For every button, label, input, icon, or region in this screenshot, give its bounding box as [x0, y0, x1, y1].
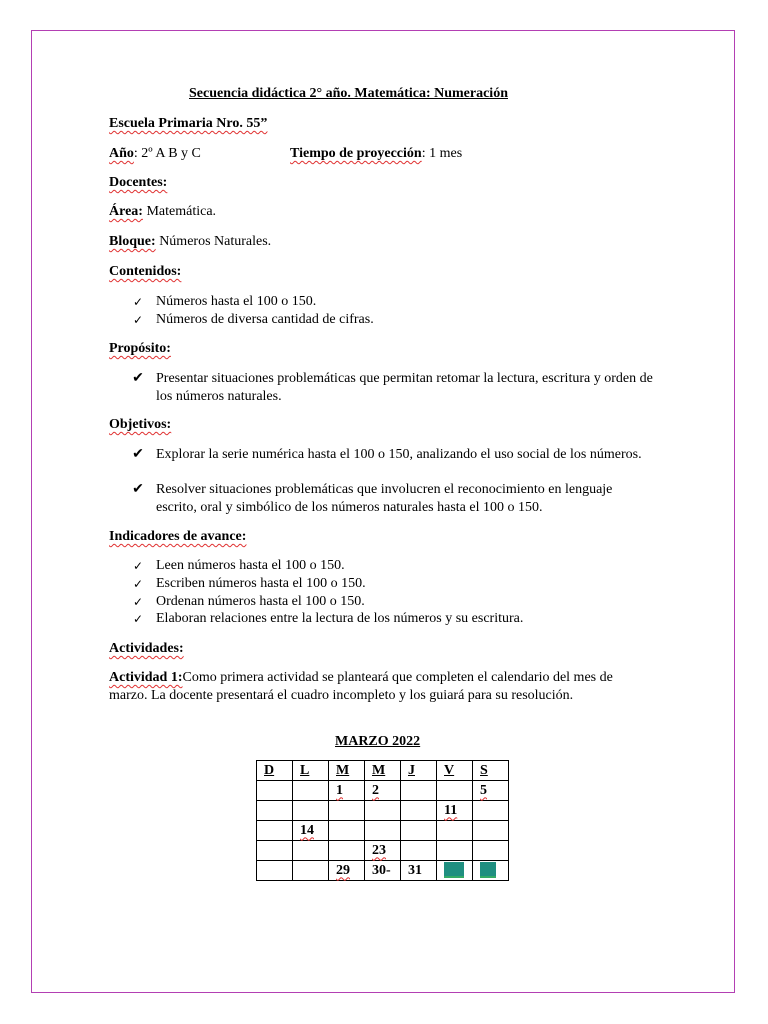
calendar-cell-filled — [437, 861, 473, 881]
calendar-cell-filled — [473, 861, 509, 881]
calendar-cell — [257, 821, 293, 841]
purpose-label: Propósito: — [109, 341, 171, 356]
school-name: Escuela Primaria Nro. 55” — [109, 116, 268, 131]
calendar-week-row — [257, 821, 509, 841]
calendar-cell: 1 — [329, 781, 365, 801]
calendar-cell — [401, 781, 437, 801]
calendar-cell: 14 — [293, 821, 329, 841]
calendar-cell — [401, 821, 437, 841]
calendar-cell — [365, 821, 401, 841]
contents-label: Contenidos: — [109, 264, 182, 279]
check-icon: ✓ — [132, 577, 144, 591]
calendar-header-cell: S — [473, 761, 509, 781]
list-item: Presentar situaciones problemáticas que permitan retomar la lectura, escritura y orden de los números naturales. — [156, 371, 653, 404]
area-line — [109, 203, 216, 221]
check-icon: ✓ — [132, 313, 144, 327]
calendar-cell — [293, 781, 329, 801]
calendar-header-cell: L — [293, 761, 329, 781]
list-item: Resolver situaciones problemáticas que involucren el reconocimiento en lenguaje escrito, oral y simbólico de los números naturales hasta el 100 o 150. — [156, 482, 613, 515]
check-bold-icon: ✔ — [132, 447, 144, 462]
list-item: Escriben números hasta el 100 o 150. — [156, 576, 366, 591]
list-item: Números de diversa cantidad de cifras. — [156, 312, 374, 327]
calendar-week-row — [257, 841, 509, 861]
check-icon: ✓ — [132, 559, 144, 573]
calendar-cell — [473, 801, 509, 821]
activity-1-paragraph — [109, 669, 639, 705]
calendar-week-row — [257, 801, 509, 821]
year-label: Año — [109, 146, 134, 161]
calendar-table — [256, 760, 509, 881]
calendar-cell — [293, 841, 329, 861]
calendar-header-cell: M — [365, 761, 401, 781]
teachers-label: Docentes: — [109, 175, 168, 190]
check-bold-icon: ✔ — [132, 482, 144, 497]
calendar-header-cell: J — [401, 761, 437, 781]
block-label: Bloque: — [109, 234, 156, 249]
calendar-header-row — [257, 761, 509, 781]
indicators-label: Indicadores de avance: — [109, 529, 247, 544]
calendar-header-cell: V — [437, 761, 473, 781]
calendar-cell — [473, 841, 509, 861]
calendar-cell: 29 — [329, 861, 365, 881]
list-item: Explorar la serie numérica hasta el 100 o 150, analizando el uso social de los números. — [156, 447, 642, 462]
list-item: Ordenan números hasta el 100 o 150. — [156, 594, 365, 609]
area-value: Matemática. — [142, 204, 217, 219]
calendar-cell — [437, 841, 473, 861]
block-line — [109, 233, 271, 251]
area-label: Área: — [109, 204, 143, 219]
calendar-cell — [437, 821, 473, 841]
calendar-cell: 11 — [437, 801, 473, 821]
year-line — [109, 145, 201, 163]
check-icon: ✓ — [132, 612, 144, 626]
filled-block — [444, 862, 464, 878]
calendar-cell — [329, 821, 365, 841]
time-value: : 1 mes — [421, 146, 463, 161]
calendar-cell — [257, 841, 293, 861]
calendar-week-row — [257, 781, 509, 801]
calendar-week-row — [257, 861, 509, 881]
calendar-cell — [365, 801, 401, 821]
calendar-cell: 2 — [365, 781, 401, 801]
time-label: Tiempo de proyección — [290, 146, 422, 161]
activity-1-label: Actividad 1: — [109, 670, 183, 685]
time-line — [290, 145, 462, 163]
calendar-cell — [473, 821, 509, 841]
filled-block — [480, 862, 496, 878]
objectives-label: Objetivos: — [109, 417, 172, 432]
calendar-cell — [257, 801, 293, 821]
check-bold-icon: ✔ — [132, 371, 144, 386]
block-value: Números Naturales. — [155, 234, 272, 249]
calendar-cell — [257, 781, 293, 801]
calendar-cell — [329, 841, 365, 861]
calendar-cell: 23 — [365, 841, 401, 861]
calendar-cell — [401, 801, 437, 821]
calendar-header-cell: D — [257, 761, 293, 781]
calendar-cell — [293, 801, 329, 821]
year-value: : 2º A B y C — [133, 146, 201, 161]
check-icon: ✓ — [132, 295, 144, 309]
calendar-title: MARZO 2022 — [335, 734, 421, 749]
activities-label: Actividades: — [109, 641, 184, 656]
calendar-cell — [401, 841, 437, 861]
calendar-cell — [293, 861, 329, 881]
list-item: Elaboran relaciones entre la lectura de los números y su escritura. — [156, 611, 524, 626]
calendar-cell — [437, 781, 473, 801]
list-item: Leen números hasta el 100 o 150. — [156, 558, 345, 573]
calendar-cell: 5 — [473, 781, 509, 801]
check-icon: ✓ — [132, 595, 144, 609]
activity-1-text: Como primera actividad se planteará que completen el calendario del mes de marzo. La docente presentará el cuadro incompleto y los guiará para su resolución. — [109, 670, 613, 703]
calendar-cell: 31 — [401, 861, 437, 881]
list-item: Números hasta el 100 o 150. — [156, 294, 317, 309]
calendar-header-cell: M — [329, 761, 365, 781]
calendar-cell — [257, 861, 293, 881]
calendar-cell: 30- — [365, 861, 401, 881]
calendar-cell — [329, 801, 365, 821]
document-title: Secuencia didáctica 2° año. Matemática: Numeración — [189, 86, 508, 101]
